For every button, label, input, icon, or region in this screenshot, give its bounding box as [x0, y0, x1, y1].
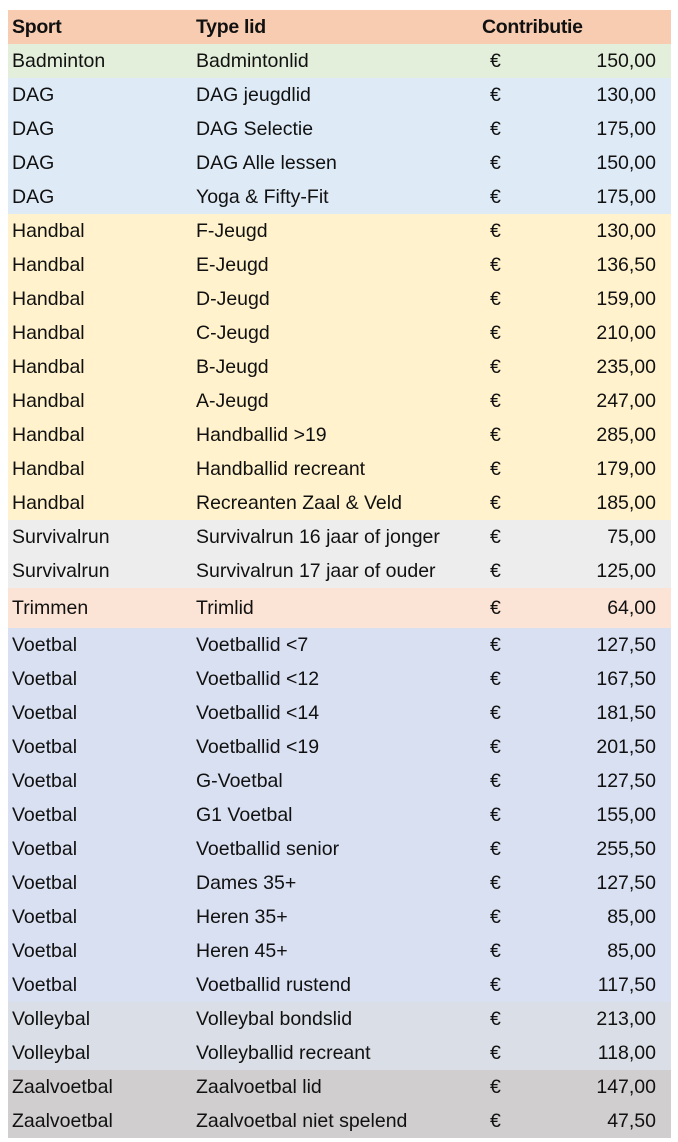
cell-currency: € — [490, 905, 501, 928]
table-row — [8, 384, 671, 418]
cell-type: Volleyballid recreant — [196, 1041, 371, 1064]
cell-amount: 64,00 — [607, 596, 656, 619]
cell-currency: € — [490, 117, 501, 140]
cell-currency: € — [490, 491, 501, 514]
header-contribution: Contributie — [482, 15, 583, 38]
cell-amount: 117,50 — [597, 973, 656, 996]
cell-type: DAG Alle lessen — [196, 151, 337, 174]
table-row — [8, 934, 671, 968]
cell-type: Voetballid <7 — [196, 633, 309, 656]
cell-sport: Handbal — [12, 287, 85, 310]
cell-amount: 255,50 — [596, 837, 656, 860]
cell-type: DAG Selectie — [196, 117, 314, 140]
cell-currency: € — [490, 1075, 501, 1098]
cell-currency: € — [490, 151, 501, 174]
cell-currency: € — [490, 803, 501, 826]
cell-type: G1 Voetbal — [196, 803, 293, 826]
table-row — [8, 588, 671, 628]
table-row — [8, 146, 671, 180]
cell-currency: € — [490, 701, 501, 724]
cell-currency: € — [490, 389, 501, 412]
table-row — [8, 44, 671, 78]
cell-amount: 130,00 — [596, 219, 656, 242]
cell-type: Voetballid rustend — [196, 973, 352, 996]
cell-sport: Handbal — [12, 389, 85, 412]
cell-type: Heren 45+ — [196, 939, 288, 962]
table-row — [8, 452, 671, 486]
table-row — [8, 248, 671, 282]
cell-type: B-Jeugd — [196, 355, 269, 378]
cell-sport: Voetbal — [12, 905, 78, 928]
cell-currency: € — [490, 423, 501, 446]
cell-sport: Voetbal — [12, 837, 78, 860]
cell-currency: € — [490, 667, 501, 690]
cell-amount: 175,00 — [596, 185, 656, 208]
cell-amount: 175,00 — [596, 117, 656, 140]
cell-currency: € — [490, 83, 501, 106]
cell-amount: 130,00 — [596, 83, 656, 106]
table-row — [8, 316, 671, 350]
table-row — [8, 1070, 671, 1104]
cell-type: Voetballid senior — [196, 837, 340, 860]
cell-sport: Voetbal — [12, 701, 78, 724]
table-row — [8, 520, 671, 554]
cell-currency: € — [490, 1041, 501, 1064]
cell-amount: 181,50 — [596, 701, 656, 724]
cell-type: Survivalrun 16 jaar of jonger — [196, 525, 440, 548]
cell-amount: 213,00 — [596, 1007, 656, 1030]
cell-amount: 201,50 — [596, 735, 656, 758]
cell-currency: € — [490, 49, 501, 72]
cell-sport: Trimmen — [12, 596, 89, 619]
cell-amount: 85,00 — [607, 905, 656, 928]
cell-amount: 235,00 — [596, 355, 656, 378]
table-row — [8, 180, 671, 214]
table-row — [8, 1036, 671, 1070]
cell-currency: € — [490, 185, 501, 208]
cell-type: Voetballid <12 — [196, 667, 320, 690]
cell-sport: Zaalvoetbal — [12, 1109, 113, 1132]
cell-type: Zaalvoetbal niet spelend — [196, 1109, 408, 1132]
cell-amount: 127,50 — [596, 769, 656, 792]
cell-amount: 136,50 — [596, 253, 656, 276]
cell-sport: Survivalrun — [12, 525, 110, 548]
table-row — [8, 730, 671, 764]
cell-sport: Handbal — [12, 253, 85, 276]
cell-amount: 247,00 — [596, 389, 656, 412]
table-row — [8, 764, 671, 798]
cell-currency: € — [490, 596, 501, 619]
cell-type: Survivalrun 17 jaar of ouder — [196, 559, 436, 582]
cell-currency: € — [490, 735, 501, 758]
cell-sport: DAG — [12, 151, 55, 174]
table-body — [8, 44, 671, 1138]
cell-type: Voetballid <19 — [196, 735, 320, 758]
table-row — [8, 418, 671, 452]
cell-sport: Handbal — [12, 321, 85, 344]
table-row — [8, 696, 671, 730]
table-row — [8, 214, 671, 248]
cell-sport: DAG — [12, 83, 55, 106]
cell-type: Yoga & Fifty-Fit — [196, 185, 329, 208]
cell-type: A-Jeugd — [196, 389, 269, 412]
cell-sport: Voetbal — [12, 667, 78, 690]
table-row — [8, 1104, 671, 1138]
cell-amount: 127,50 — [596, 633, 656, 656]
table-row — [8, 554, 671, 588]
cell-sport: Voetbal — [12, 803, 78, 826]
table-row — [8, 968, 671, 1002]
cell-sport: Voetbal — [12, 735, 78, 758]
table-row — [8, 1002, 671, 1036]
header-type: Type lid — [196, 15, 266, 38]
cell-type: DAG jeugdlid — [196, 83, 311, 106]
cell-amount: 125,00 — [596, 559, 656, 582]
cell-currency: € — [490, 321, 501, 344]
cell-sport: Badminton — [12, 49, 106, 72]
cell-type: Badmintonlid — [196, 49, 309, 72]
cell-sport: Voetbal — [12, 769, 78, 792]
table-row — [8, 798, 671, 832]
table-row — [8, 350, 671, 384]
cell-sport: Volleybal — [12, 1007, 91, 1030]
cell-sport: Volleybal — [12, 1041, 91, 1064]
cell-type: Dames 35+ — [196, 871, 297, 894]
cell-currency: € — [490, 769, 501, 792]
table-row — [8, 900, 671, 934]
cell-sport: DAG — [12, 185, 55, 208]
cell-type: Trimlid — [196, 596, 254, 619]
table-row — [8, 112, 671, 146]
cell-type: Volleybal bondslid — [196, 1007, 353, 1030]
cell-amount: 150,00 — [596, 151, 656, 174]
cell-amount: 155,00 — [596, 803, 656, 826]
cell-type: F-Jeugd — [196, 219, 268, 242]
cell-sport: Handbal — [12, 457, 85, 480]
cell-type: G-Voetbal — [196, 769, 283, 792]
cell-sport: Handbal — [12, 423, 85, 446]
cell-currency: € — [490, 253, 501, 276]
cell-amount: 150,00 — [596, 49, 656, 72]
cell-amount: 147,00 — [596, 1075, 656, 1098]
cell-amount: 118,00 — [597, 1041, 656, 1064]
cell-currency: € — [490, 219, 501, 242]
cell-currency: € — [490, 1109, 501, 1132]
cell-type: C-Jeugd — [196, 321, 270, 344]
cell-sport: DAG — [12, 117, 55, 140]
cell-amount: 185,00 — [596, 491, 656, 514]
cell-amount: 285,00 — [596, 423, 656, 446]
table-row — [8, 832, 671, 866]
cell-type: Handballid recreant — [196, 457, 366, 480]
cell-amount: 167,50 — [596, 667, 656, 690]
contribution-table — [8, 10, 671, 1138]
cell-sport: Voetbal — [12, 871, 78, 894]
cell-type: Voetballid <14 — [196, 701, 320, 724]
cell-amount: 179,00 — [596, 457, 656, 480]
cell-currency: € — [490, 525, 501, 548]
cell-currency: € — [490, 355, 501, 378]
cell-sport: Voetbal — [12, 973, 78, 996]
cell-type: E-Jeugd — [196, 253, 269, 276]
cell-currency: € — [490, 559, 501, 582]
cell-type: D-Jeugd — [196, 287, 270, 310]
table-row — [8, 486, 671, 520]
cell-amount: 127,50 — [596, 871, 656, 894]
cell-type: Zaalvoetbal lid — [196, 1075, 322, 1098]
cell-currency: € — [490, 871, 501, 894]
cell-sport: Voetbal — [12, 939, 78, 962]
cell-currency: € — [490, 1007, 501, 1030]
cell-sport: Handbal — [12, 219, 85, 242]
cell-type: Heren 35+ — [196, 905, 288, 928]
cell-sport: Handbal — [12, 491, 85, 514]
cell-currency: € — [490, 939, 501, 962]
table-row — [8, 78, 671, 112]
cell-sport: Voetbal — [12, 633, 78, 656]
cell-currency: € — [490, 633, 501, 656]
header-row — [8, 10, 671, 44]
header-sport: Sport — [12, 15, 62, 38]
cell-sport: Handbal — [12, 355, 85, 378]
cell-currency: € — [490, 837, 501, 860]
cell-amount: 159,00 — [596, 287, 656, 310]
cell-amount: 85,00 — [607, 939, 656, 962]
cell-amount: 47,50 — [607, 1109, 656, 1132]
table-row — [8, 282, 671, 316]
cell-currency: € — [490, 973, 501, 996]
cell-type: Recreanten Zaal & Veld — [196, 491, 402, 514]
table-row — [8, 662, 671, 696]
cell-currency: € — [490, 287, 501, 310]
cell-currency: € — [490, 457, 501, 480]
cell-amount: 210,00 — [596, 321, 656, 344]
cell-type: Handballid >19 — [196, 423, 327, 446]
cell-sport: Zaalvoetbal — [12, 1075, 113, 1098]
cell-sport: Survivalrun — [12, 559, 110, 582]
cell-amount: 75,00 — [607, 525, 656, 548]
table-row — [8, 866, 671, 900]
table-row — [8, 628, 671, 662]
